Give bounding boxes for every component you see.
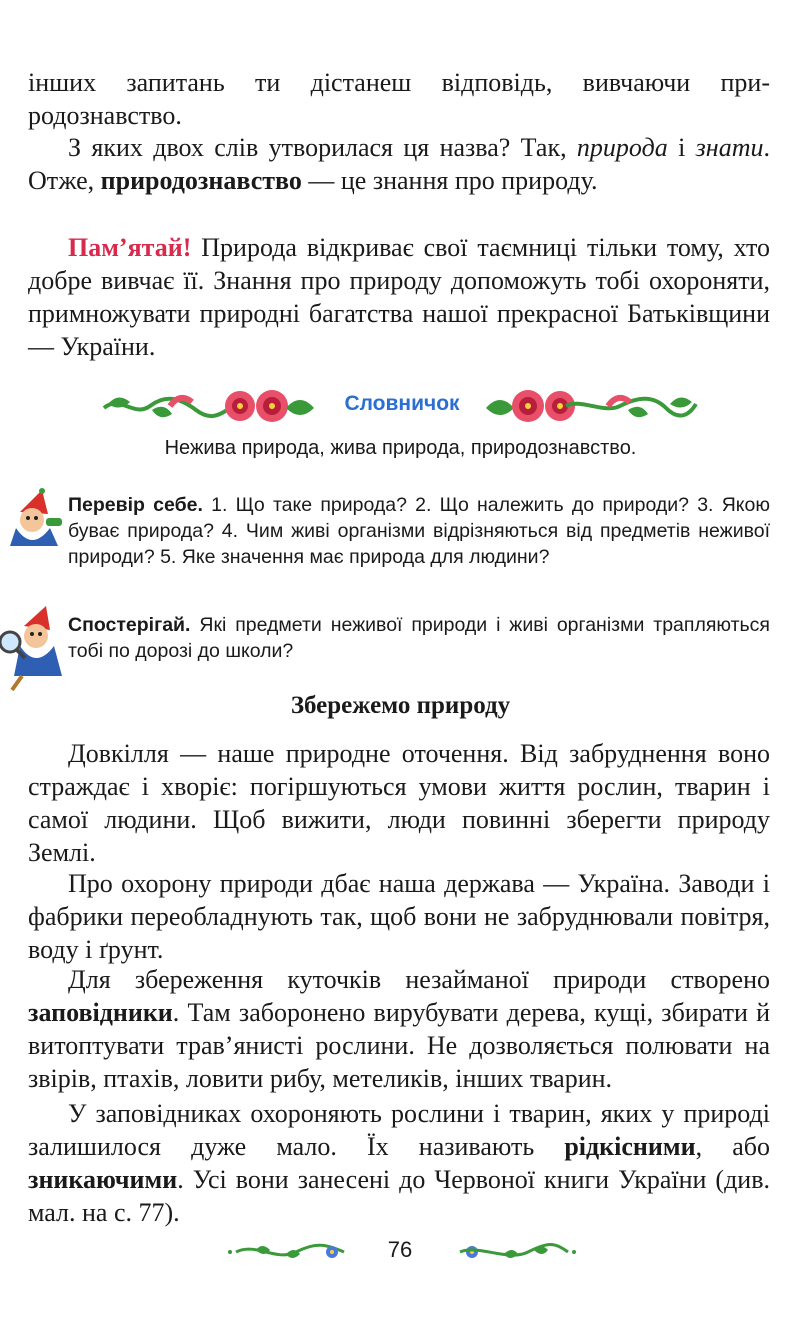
body-paragraph-4-text-c: . Усі вони занесені до Червоної книги України (див. мал. на с. 77). [28, 1165, 770, 1227]
body-paragraph-3 [28, 963, 770, 1095]
intro-paragraph [28, 66, 770, 132]
term-ridkisni: рідкісними [564, 1132, 696, 1161]
footer-right-ornament [454, 1240, 578, 1264]
word-origin-text-4: — це знання про природу. [301, 166, 598, 195]
body-paragraph-2-text: Про охорону природи дбає наша держава — Україна. Заводи і фабрики переобладнують так, щоб вони не забруднювали повітря, воду і ґрунт. [28, 869, 770, 964]
term-znaty: знати [695, 133, 764, 162]
intro-text: інших запитань ти дістанеш відповідь, вивчаючи при-родознавство. [28, 68, 770, 130]
check-yourself-block [28, 492, 770, 570]
check-yourself-questions: 1. Що таке природа? 2. Що належить до природи? 3. Якою буває природа? 4. Чим живі організми відрізняються від предметів неживої природи? 5. Яке значення має природа для людини? [68, 494, 771, 568]
remember-paragraph [28, 231, 770, 363]
term-pryroda: природа [576, 133, 668, 162]
body-paragraph-4-text-a: У заповідниках охороняють рослини і тварин, яких у природі залишилося дуже мало. Їх називають [28, 1099, 770, 1161]
footer-left-ornament [226, 1240, 350, 1264]
dictionary-title: Словничок [344, 392, 460, 415]
section-title: Збережемо природу [290, 692, 511, 719]
observe-block [28, 612, 770, 664]
right-vine-ornament [486, 390, 696, 422]
body-paragraph-3-text-a: Для збереження куточків незайманої природи створено [68, 965, 770, 994]
term-zapovidnyky: заповідники [28, 998, 173, 1027]
word-origin-text-2: і [667, 133, 696, 162]
body-paragraph-3-text-b: . Там заборонено вирубувати дерева, кущі, збирати й витоптувати трав’янисті рослини. Не дозволяється полювати на звірів, птахів, ловити рибу, метеликів, інших тварин. [28, 998, 770, 1093]
observe-question: Які предмети неживої природи і живі організми трапляються тобі по дорозі до школи? [68, 614, 770, 662]
dictionary-terms: Нежива природа, жива природа, природознавство. [164, 437, 637, 459]
term-znykayuchi: зникаючими [28, 1165, 178, 1194]
remember-text: Природа відкриває свої таємниці тільки тому, хто добре вивчає її. Знання про природу допоможуть тобі охороняти, примножувати природні багатства нашої прекрасної Батьківщини — України. [28, 233, 770, 361]
body-paragraph-2 [28, 867, 770, 966]
body-paragraph-1-text: Довкілля — наше природне оточення. Від забруднення воно страждає і хворіє: погіршуються умови життя рослин, тварин і самої людини. Щоб вижити, люди повинні зберегти природу Землі. [28, 739, 770, 867]
left-vine-ornament [104, 390, 314, 422]
body-paragraph-1 [28, 737, 770, 869]
check-yourself-label: Перевір себе. [68, 494, 203, 516]
body-paragraph-4-text-b: , або [695, 1132, 770, 1161]
body-paragraph-4 [28, 1097, 770, 1229]
remember-label: Пам’ятай! [68, 233, 192, 262]
word-origin-text-3: . Отже, [28, 133, 770, 195]
word-origin-paragraph [28, 131, 770, 197]
observe-label: Спостерігай. [68, 614, 191, 636]
check-yourself-paragraph [28, 492, 770, 570]
observe-paragraph [28, 612, 770, 664]
word-origin-text-1: З яких двох слів утворилася ця назва? Так, [68, 133, 577, 162]
page-number: 76 [387, 1237, 413, 1262]
term-pryrodoznavstvo: природознавство [100, 166, 302, 195]
